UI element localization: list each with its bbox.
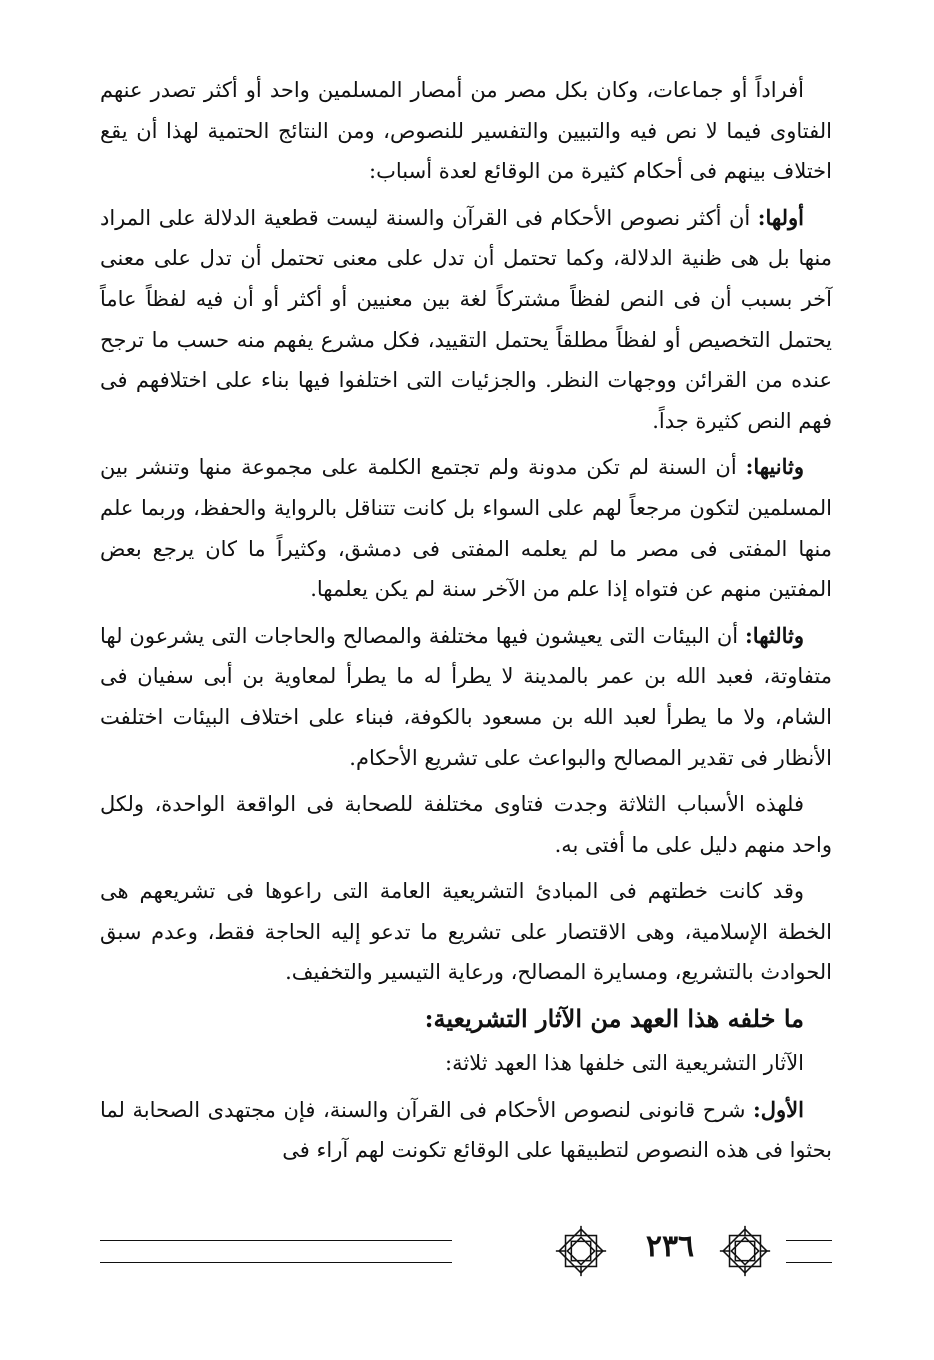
paragraph-principles bbox=[100, 871, 832, 993]
footer-rule-lower-left bbox=[100, 1262, 452, 1263]
paragraph-lead: وثانيها: bbox=[745, 454, 804, 480]
intro-line bbox=[100, 1043, 832, 1084]
page-number: ٢٣٦ bbox=[645, 1229, 695, 1264]
paragraph-text: وقد كانت خطتهم فى المبادئ التشريعية العامة التى راعوها فى تشريعهم هى الخطة الإسلامية، وهى الاقتصار على تشريع ما تدعو إليه الحاجة فقط، وعدم سبق الحوادث بالتشريع، ومسايرة المصالح، ورعاية التيسير والتخفيف. bbox=[100, 879, 832, 985]
paragraph-lead: أولها: bbox=[757, 204, 804, 230]
footer-rule-upper-left bbox=[100, 1240, 452, 1241]
ornament-star-icon bbox=[716, 1222, 774, 1280]
section-heading: ما خلفه هذا العهد من الآثار التشريعية: bbox=[424, 1004, 804, 1034]
paragraph-text: أن السنة لم تكن مدونة ولم تجتمع الكلمة على مجموعة منها وتنشر بين المسلمين لتكون مرجعاً لهم على السواء بل كانت تتناقل بالرواية والحفظ، وربما علم منها المفتى فى مصر ما لم يعلمه المفتى فى دمشق، وكثيراً ما كان يرجع بعض المفتين منهم عن فتواه إذا علم من الآخر سنة لم يكن يعلمها. bbox=[100, 455, 832, 602]
footer-rule-lower-right bbox=[786, 1262, 832, 1263]
intro-line-text: الآثار التشريعية التى خلفها هذا العهد ثلاثة: bbox=[445, 1051, 804, 1076]
page-footer bbox=[100, 1218, 832, 1288]
footer-rule-upper-right bbox=[786, 1240, 832, 1241]
paragraph-first-effect bbox=[100, 1090, 832, 1171]
paragraph-text: أن البيئات التى يعيشون فيها مختلفة والمصالح والحاجات التى يشرعون لها متفاوتة، فعبد الله بن عمر بالمدينة لا يطرأ له ما يطرأ لمعاوية بن أبى سفيان فى الشام، ولا ما يطرأ لعبد الله بن مسعود بالكوفة، فبناء على اختلاف البيئات اختلفت الأنظار فى تقدير المصالح والبواعث على تشريع الأحكام. bbox=[100, 623, 832, 770]
paragraph-third-reason bbox=[100, 616, 832, 778]
ornament-star-icon bbox=[552, 1222, 610, 1280]
paragraph-text: أفراداً أو جماعات، وكان بكل مصر من أمصار المسلمين واحد أو أكثر تصدر عنهم الفتاوى فيما لا نص فيه والتبيين والتفسير للنصوص، ومن النتائج الحتمية لهذا أن يقع اختلاف بينهم فى أحكام كثيرة من الوقائع لعدة أسباب: bbox=[100, 78, 832, 184]
page-body bbox=[100, 70, 832, 1177]
paragraph-lead: الأول: bbox=[753, 1096, 804, 1122]
paragraph-text: شرح قانونى لنصوص الأحكام فى القرآن والسنة، فإن مجتهدى الصحابة لما بحثوا فى هذه النصوص لتطبيقها على الوقائع تكونت لهم آراء فى bbox=[100, 1097, 832, 1163]
paragraph-first-reason bbox=[100, 198, 832, 442]
paragraph-lead: وثالثها: bbox=[745, 622, 804, 648]
paragraph-opening bbox=[100, 70, 832, 192]
paragraph-text: أن أكثر نصوص الأحكام فى القرآن والسنة ليست قطعية الدلالة على المراد منها بل هى ظنية الدلالة، وكما تحتمل أن تدل على معنى تحتمل أن تدل على معنى آخر بسبب أن فى النص لفظاً مشتركاً لغة بين معنيين أو أكثر أو أن فيه لفظاً عاماً يحتمل التخصيص أو لفظاً مطلقاً يحتمل التقييد، فكل مشرع يفهم منه حسب ما ترجح عنده من القرائن ووجهات النظر. والجزئيات التى اختلفوا فيها بناء على اختلافهم فى فهم النص كثيرة جداً. bbox=[100, 205, 832, 433]
paragraph-text: فلهذه الأسباب الثلاثة وجدت فتاوى مختلفة للصحابة فى الواقعة الواحدة، ولكل واحد منهم دليل على ما أفتى به. bbox=[100, 792, 832, 857]
paragraph-summary bbox=[100, 784, 832, 865]
paragraph-second-reason bbox=[100, 447, 832, 609]
